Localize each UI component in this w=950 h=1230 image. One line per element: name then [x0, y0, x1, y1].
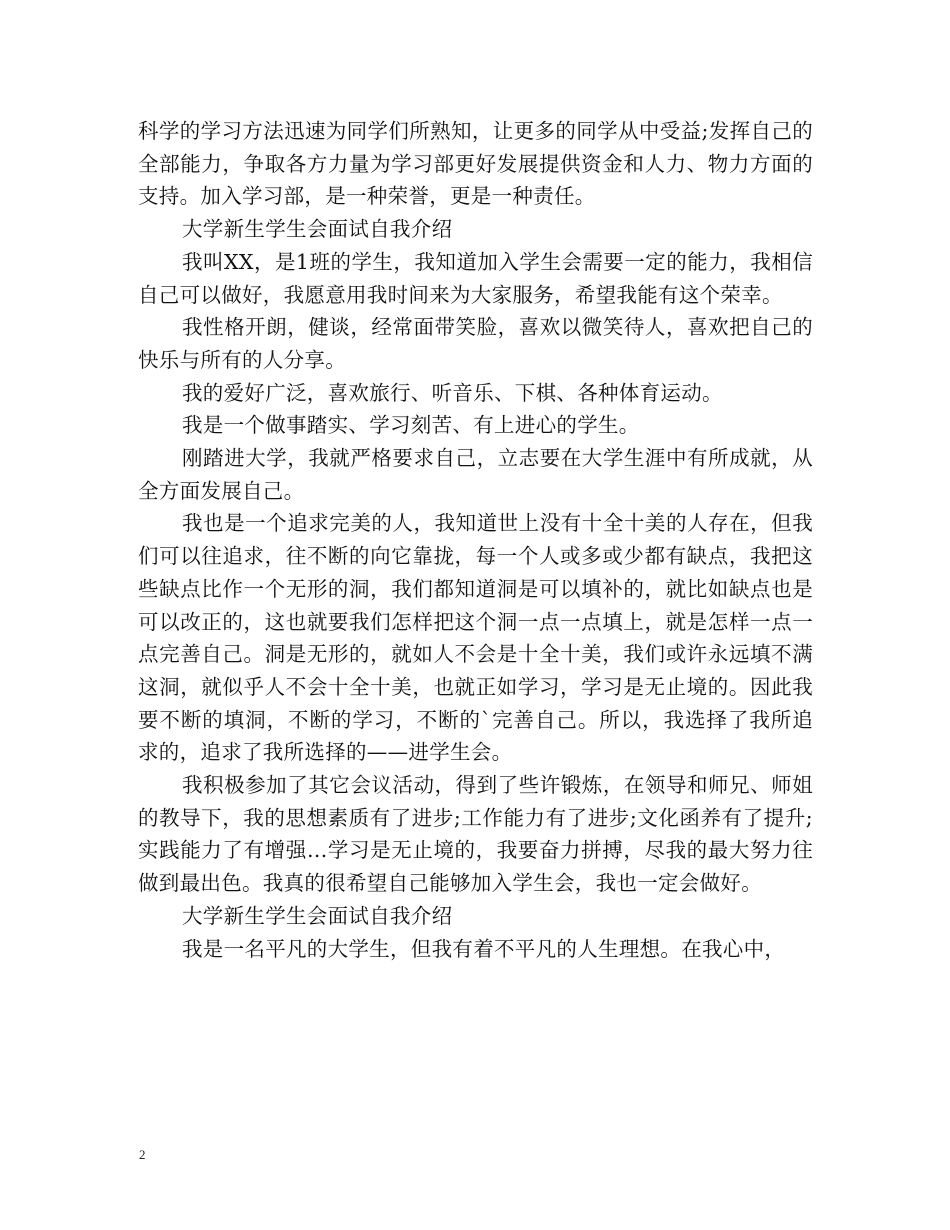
paragraph: 科学的学习方法迅速为同学们所熟知，让更多的同学从中受益;发挥自己的全部能力，争取各方力量为学习部更好发展提供资金和人力、物力方面的支持。加入学习部，是一种荣誉，更是一种责任。: [138, 119, 813, 209]
document-body: [138, 115, 813, 965]
paragraph: 我是一名平凡的大学生，但我有着不平凡的人生理想。在我心中，: [182, 936, 786, 961]
section-heading: 大学新生学生会面试自我介绍: [182, 217, 453, 242]
paragraph: 我积极参加了其它会议活动，得到了些许锻炼，在领导和师兄、师姐的教导下，我的思想素质有了进步;工作能力有了进步;文化函养有了提升;实践能力了有增强…学习是无止境的，我要奋力拼搏，尽我的最大努力往做到最出色。我真的很希望自己能够加入学生会，我也一定会做好。: [138, 773, 813, 896]
page-number: 2: [139, 1147, 146, 1162]
paragraph: 我也是一个追求完美的人，我知道世上没有十全十美的人存在，但我们可以往追求，往不断的向它靠拢，每一个人或多或少都有缺点，我把这些缺点比作一个无形的洞，我们都知道洞是可以填补的，就比如缺点也是可以改正的，这也就要我们怎样把这个洞一点一点填上，就是怎样一点一点完善自己。洞是无形的，就如人不会是十全十美，我们或许永远填不满这洞，就似乎人不会十全十美，也就正如学习，学习是无止境的。因此我要不断的填洞，不断的学习，不断的`完善自己。所以，我选择了我所追求的，追求了我所选择的——进学生会。: [138, 511, 813, 765]
paragraph: 我性格开朗，健谈，经常面带笑脸，喜欢以微笑待人，喜欢把自己的快乐与所有的人分享。: [138, 315, 813, 372]
section-heading: 大学新生学生会面试自我介绍: [182, 903, 453, 928]
paragraph: 刚踏进大学，我就严格要求自己，立志要在大学生涯中有所成就，从全方面发展自己。: [138, 446, 813, 503]
paragraph: 我是一个做事踏实、学习刻苦、有上进心的学生。: [182, 413, 640, 438]
paragraph: 我叫XX，是1班的学生，我知道加入学生会需要一定的能力，我相信自己可以做好，我愿意用我时间来为大家服务，希望我能有这个荣幸。: [138, 249, 813, 307]
paragraph: 我的爱好广泛，喜欢旅行、听音乐、下棋、各种体育运动。: [182, 380, 723, 405]
